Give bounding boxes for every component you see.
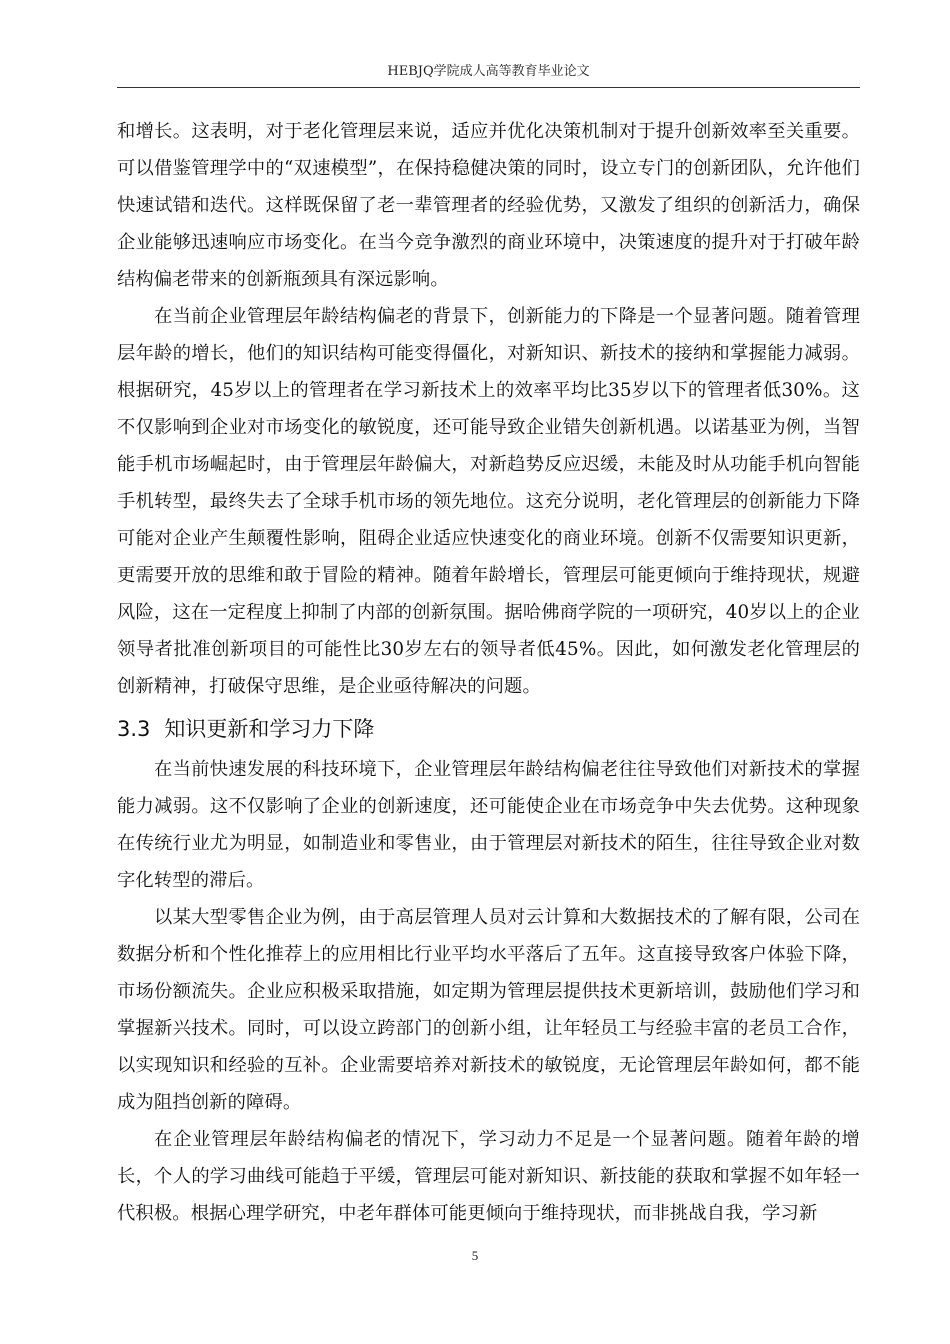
section-title: 知识更新和学习力下降 <box>164 717 375 741</box>
document-body <box>117 113 860 1232</box>
section-heading <box>117 709 860 749</box>
paragraph: 和增长。这表明，对于老化管理层来说，适应并优化决策机制对于提升创新效率至关重要。可以借鉴管理学中的“双速模型”，在保持稳健决策的同时，设立专门的创新团队，允许他们快速试错和迭代。这样既保留了老一辈管理者的经验优势，又激发了组织的创新活力，确保企业能够迅速响应市场变化。在当今竞争激烈的商业环境中，决策速度的提升对于打破年龄结构偏老带来的创新瓶颈具有深远影响。 <box>117 121 860 290</box>
paragraph: 在企业管理层年龄结构偏老的情况下，学习动力不足是一个显著问题。随着年龄的增长，个人的学习曲线可能趋于平缓，管理层可能对新知识、新技能的获取和掌握不如年轻一代积极。根据心理学研究，中老年群体可能更倾向于维持现状，而非挑战自我，学习新 <box>117 1129 860 1224</box>
paragraph: 在当前企业管理层年龄结构偏老的背景下，创新能力的下降是一个显著问题。随着管理层年龄的增长，他们的知识结构可能变得僵化，对新知识、新技术的接纳和掌握能力减弱。根据研究，45岁以上的管理者在学习新技术上的效率平均比35岁以下的管理者低30%。这不仅影响到企业对市场变化的敏锐度，还可能导致企业错失创新机遇。以诺基亚为例，当智能手机市场崛起时，由于管理层年龄偏大，对新趋势反应迟缓，未能及时从功能手机向智能手机转型，最终失去了全球手机市场的领先地位。这充分说明，老化管理层的创新能力下降可能对企业产生颠覆性影响，阻碍企业适应快速变化的商业环境。创新不仅需要知识更新，更需要开放的思维和敢于冒险的精神。随着年龄增长，管理层可能更倾向于维持现状，规避风险，这在一定程度上抑制了内部的创新氛围。据哈佛商学院的一项研究，40岁以上的企业领导者批准创新项目的可能性比30岁左右的领导者低45%。因此，如何激发老化管理层的创新精神，打破保守思维，是企业亟待解决的问题。 <box>117 306 860 697</box>
header-rule <box>117 87 860 88</box>
running-header: HEBJQ学院成人高等教育毕业论文 <box>387 64 590 79</box>
paragraph: 以某大型零售企业为例，由于高层管理人员对云计算和大数据技术的了解有限，公司在数据分析和个性化推荐上的应用相比行业平均水平落后了五年。这直接导致客户体验下降，市场份额流失。企业应积极采取措施，如定期为管理层提供技术更新培训，鼓励他们学习和掌握新兴技术。同时，可以设立跨部门的创新小组，让年轻员工与经验丰富的老员工合作，以实现知识和经验的互补。企业需要培养对新技术的敏锐度，无论管理层年龄如何，都不能成为阻挡创新的障碍。 <box>117 907 860 1113</box>
section-number: 3.3 <box>117 717 151 741</box>
page-number: 5 <box>471 1248 479 1263</box>
paragraph: 在当前快速发展的科技环境下，企业管理层年龄结构偏老往往导致他们对新技术的掌握能力减弱。这不仅影响了企业的创新速度，还可能使企业在市场竞争中失去优势。这种现象在传统行业尤为明显，如制造业和零售业，由于管理层对新技术的陌生，往往导致企业对数字化转型的滞后。 <box>117 759 860 891</box>
